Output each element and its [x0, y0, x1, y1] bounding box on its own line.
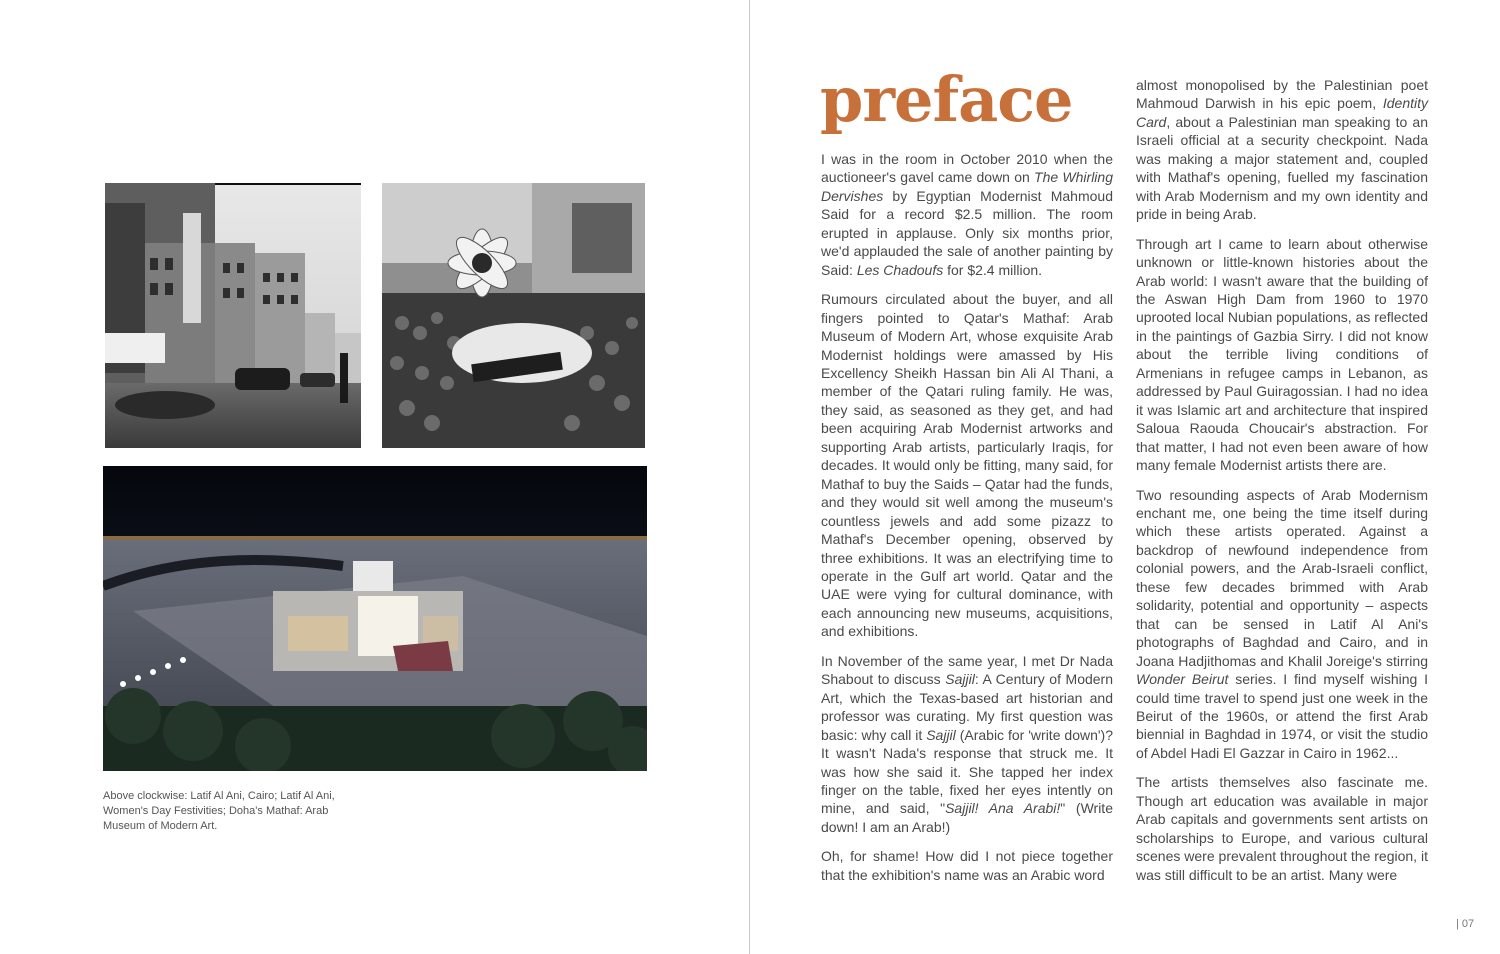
italic-title: Wonder Beirut	[1136, 671, 1229, 688]
paragraph: Oh, for shame! How did I not piece together that the exhibition's name was an Arabic word	[821, 848, 1113, 883]
paragraph: Through art I came to learn about otherwise unknown or little-known histories about the Arab world: I wasn't aware that the building of the Aswan High Dam from 1960 to 1970 uprooted local Nubian populations, as reflected in the paintings of Gazbia Sirry. I did not know about the terrible living conditions of Armenians in refugee camps in Lebanon, as addressed by Paul Guiragossian. I had no idea it was Islamic art and architecture that inspired Saloua Raouda Choucair's abstraction. For that matter, I had not even been aware of how many female Modernist artists there are.	[1136, 235, 1428, 474]
italic-title: Sajjil! Ana Arabi!	[945, 800, 1061, 817]
italic-title: Identity Card	[1136, 95, 1428, 130]
paragraph: In November of the same year, I met Dr Nada Shabout to discuss Sajjil: A Century of Modern Art, which the Texas-based art historian and professor was curating. My first question was basic: why call it Sajjil (Arabic for 'write down')? It wasn't Nada's response that struck me. It was how she said it. She tapped her index finger on the table, fixed her eyes intently on mine, and said, "Sajjil! Ana Arabi!" (Write down! I am an Arab!)	[821, 652, 1114, 835]
paragraph: Two resounding aspects of Arab Modernism enchant me, one being the time itself during which these artists operated. Against a backdrop of newfound independence from colonial powers, and the Arab-Israeli conflict, these few decades brimmed with Arab solidarity, potential and opportunity – aspects that can be sensed in Latif Al Ani's photographs of Baghdad and Cairo, and in Joana Hadjithomas and Khalil Joreige's stirring Wonder Beirut series. I find myself wishing I could time travel to spend just one week in the Beirut of the 1960s, or attend the first Arab biennial in Baghdad in 1974, or visit the studio of Abdel Hadi El Gazzar in Cairo in 1962...	[1136, 486, 1428, 761]
mathaf-museum-photo	[103, 466, 647, 771]
womens-day-festivities-photo	[382, 183, 645, 448]
paragraph: I was in the room in October 2010 when the auctioneer's gavel came down on The Whirling Dervishes by Egyptian Modernist Mahmoud Said for a record $2.5 million. The room erupted in applause. Only six months prior, we'd applauded the sale of another painting by Said: Les Chadoufs for $2.4 million.	[821, 151, 1113, 278]
cairo-street-photo	[105, 183, 361, 448]
paragraph: almost monopolised by the Palestinian poet Mahmoud Darwish in his epic poem, Identity Card, about a Palestinian man speaking to an Israeli official at a security checkpoint. Nada was making a major statement and, coupled with Mathaf's opening, fuelled my fascination with Arab Modernism and my own identity and pride in being Arab.	[1136, 77, 1428, 223]
italic-title: Sajjil	[945, 671, 975, 688]
body-column-1	[821, 150, 1113, 895]
paragraph: Rumours circulated about the buyer, and all fingers pointed to Qatar's Mathaf: Arab Museum of Modern Art, whose exquisite Arab Modernist holdings were amassed by His Excellency Sheikh Hassan bin Ali Al Thani, a member of the Qatari ruling family. He was, they said, as seasoned as they get, and had been acquiring Arab Modernist artworks and supporting Arab artists, particularly Iraqis, for decades. It would only be fitting, many said, for Mathaf to buy the Saids – Qatar had the funds, and they would sit well among the museum's countless jewels and add some pizazz to Mathaf's December opening, observed by three exhibitions. It was an electrifying time to operate in the Gulf art world. Qatar and the UAE were vying for cultural dominance, with each announcing new museums, acquisitions, and exhibitions.	[821, 291, 1113, 640]
italic-title: Sajjil	[926, 726, 956, 743]
page-gutter	[749, 0, 750, 954]
photo-caption: Above clockwise: Latif Al Ani, Cairo; Latif Al Ani, Women's Day Festivities; Doha's Mathaf: Arab Museum of Modern Art.	[103, 790, 335, 832]
italic-title: The Whirling Dervishes	[821, 169, 1113, 204]
paragraph: The artists themselves also fascinate me. Though art education was available in major Arab capitals and governments sent artists on scholarships to Europe, and various cultural scenes were prevalent throughout the region, it was still difficult to be an artist. Many were	[1136, 774, 1428, 883]
page-number: | 07	[1456, 918, 1475, 930]
body-column-2	[1136, 76, 1428, 895]
italic-title: Les Chadoufs	[856, 261, 944, 278]
page-title: preface	[820, 63, 1073, 136]
